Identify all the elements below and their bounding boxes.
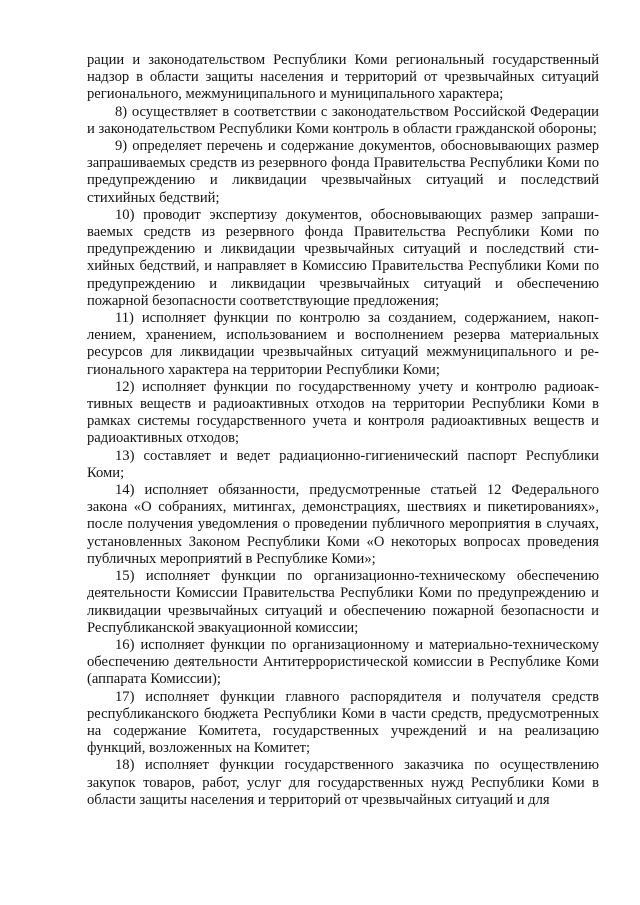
- paragraph-item-15: 15) исполняет функции по организационно-техническому обеспечению деятельности Комиссии Правительства Республики Коми по предупреждению и ликвидации чрезвычайных ситуаций и обеспечению пожарной безопасности и Республиканской эвакуационной комиссии;: [87, 568, 599, 636]
- paragraph-item-17: 17) исполняет функции главного распорядителя и получателя средств республиканского бюджета Республики Коми в части средств, предусмотренных на содержание Комитета, государственных учреждений и на реализацию функций, возложенных на Комитет;: [87, 688, 599, 757]
- paragraph-item-16: 16) исполняет функции по организационному и материально-техническому обеспечению деятельности Антитеррористической комиссии в Республике Коми (аппарата Комиссии);: [87, 636, 599, 688]
- paragraph-item-13: 13) составляет и ведет радиационно-гигиенический паспорт Республики Коми;: [87, 447, 599, 481]
- paragraph-item-9: 9) определяет перечень и содержание документов, обосновывающих размер запрашиваемых средств из резервного фонда Правительства Республики Коми по предупреждению и ликвидации чрезвычайных ситуаций и последствий стихийных бедствий;: [87, 138, 599, 206]
- document-page: [87, 52, 599, 809]
- paragraph-item-8: 8) осуществляет в соответствии с законодательством Российской Федерации и законодательством Республики Коми контроль в области гражданской обороны;: [87, 103, 599, 137]
- paragraph-item-18: 18) исполняет функции государственного заказчика по осуществлению закупок товаров, работ, услуг для государственных нужд Республики Коми в области защиты населения и территорий от чрезвычайных ситуаций и для: [87, 757, 599, 808]
- paragraph-item-12: 12) исполняет функции по государственному учету и контролю радиоактивных веществ и радиоактивных отходов на территории Республики Коми в рамках системы государственного учета и контроля радиоактивных веществ и радиоактивных отходов;: [87, 378, 599, 447]
- paragraph-continuation: рации и законодательством Республики Коми региональный государственный надзор в области защиты населения и территорий от чрезвычайных ситуаций регионального, межмуниципального и муниципального характера;: [87, 52, 599, 103]
- paragraph-item-10: 10) проводит экспертизу документов, обосновывающих размер запрашиваемых средств из резервного фонда Правительства Республики Коми по предупреждению и ликвидации чрезвычайных ситуаций и последствий стихийных бедствий, и направляет в Комиссию Правительства Республики Коми по предупреждению и ликвидации чрезвычайных ситуаций и обеспечению пожарной безопасности соответствующие предложения;: [87, 206, 599, 309]
- paragraph-item-14: 14) исполняет обязанности, предусмотренные статьей 12 Федерального закона «О собраниях, митингах, демонстрациях, шествиях и пикетированиях», после получения уведомления о проведении публичного мероприятия в случаях, установленных Законом Республики Коми «О некоторых вопросах проведения публичных мероприятий в Республике Коми»;: [87, 482, 599, 567]
- paragraph-item-11: 11) исполняет функции по контролю за созданием, содержанием, накоплением, хранением, использованием и восполнением резерва материальных ресурсов для ликвидации чрезвычайных ситуаций межмуниципального и регионального характера на территории Республики Коми;: [87, 310, 599, 378]
